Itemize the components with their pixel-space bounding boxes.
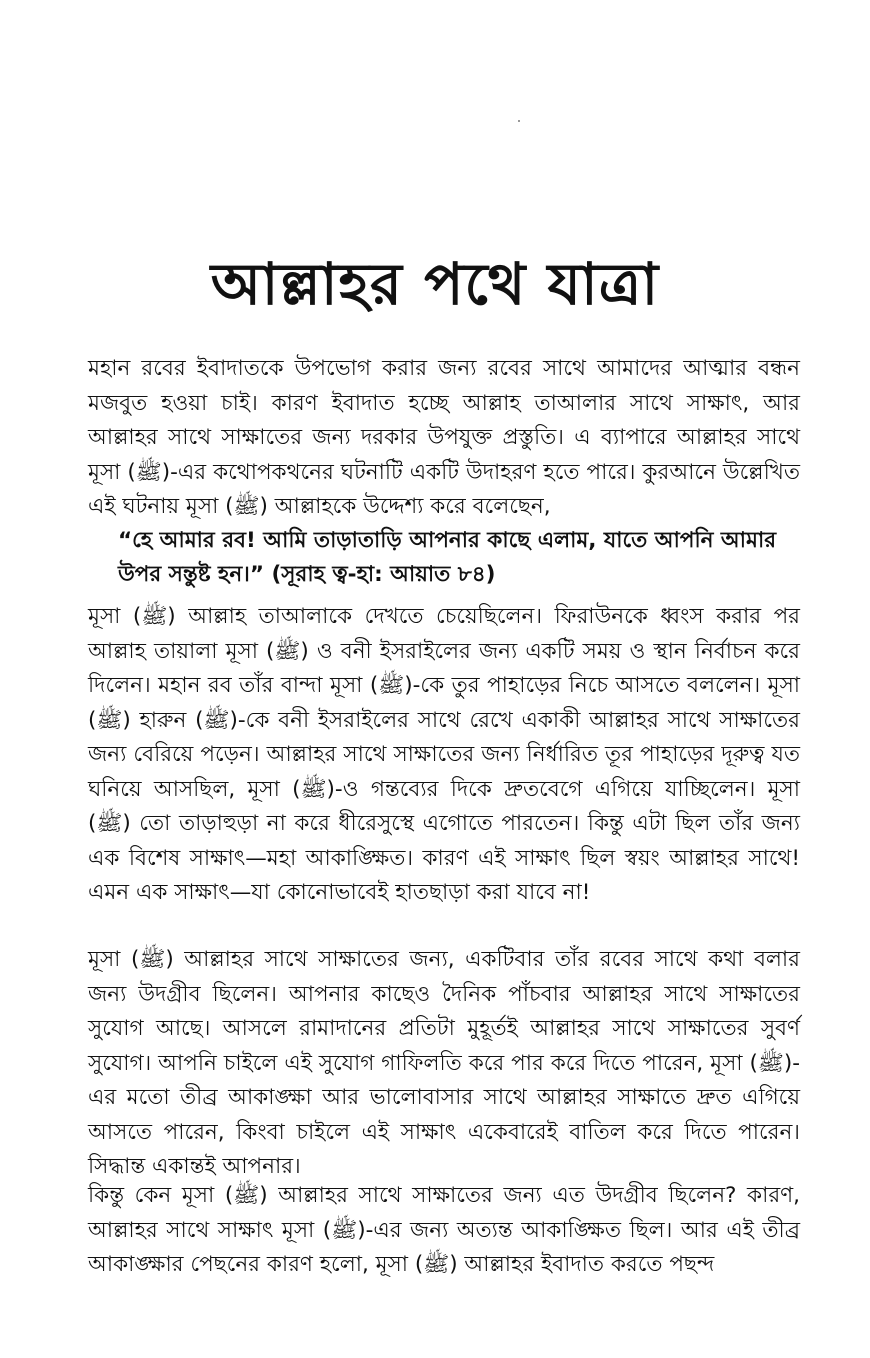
paragraph-opportunity: মূসা (ﷺ) আল্লাহর সাথে সাক্ষাতের জন্য, একটিবার তাঁর রবের সাথে কথা বলার জন্য উদগ্রীব ছিলেন। আপনার কাছেও দৈনিক পাঁচবার আল্লাহর সাথে সাক্ষাতের সুযোগ আছে। আসলে রামাদানের প্রতিটা মুহূর্তই আল্লাহর সাথে সাক্ষাতের সুবর্ণ সুযোগ। আপনি চাইলে এই সুযোগ গাফিলতি করে পার করে দিতে পারেন, মূসা (ﷺ)-এর মতো তীব্র আকাঙ্ক্ষা আর ভালোবাসার সাথে আল্লাহর সাক্ষাতে দ্রুত এগিয়ে আসতে পারেন, কিংবা চাইলে এই সাক্ষাৎ একেবারেই বাতিল করে দিতে পারেন। সিদ্ধান্ত একান্তই আপনার।: [88, 947, 800, 1179]
paragraph-reason: কিন্তু কেন মূসা (ﷺ) আল্লাহর সাথে সাক্ষাতের জন্য এত উদগ্রীব ছিলেন? কারণ, আল্লাহর সাথে সাক্ষাৎ মূসা (ﷺ)-এর জন্য অত্যন্ত আকাঙ্ক্ষিত ছিল। আর এই তীব্র আকাঙ্ক্ষার পেছনের কারণ হলো, মূসা (ﷺ) আল্লাহর ইবাদাত করতে পছন্দ: [88, 1183, 800, 1277]
chapter-title: আল্লাহর পথে যাত্রা: [210, 249, 660, 318]
quran-quote: “হে আমার রব! আমি তাড়াতাড়ি আপনার কাছে এলাম, যাতে আপনি আমার উপর সন্তুষ্ট হন।” (সূরাহ ত্ব-হা: আয়াত ৮৪): [118, 528, 777, 587]
paragraph-intro: মহান রবের ইবাদাতকে উপভোগ করার জন্য রবের সাথে আমাদের আত্মার বন্ধন মজবুত হওয়া চাই। কারণ ইবাদাত হচ্ছে আল্লাহ তাআলার সাথে সাক্ষাৎ, আর আল্লাহর সাথে সাক্ষাতের জন্য দরকার উপযুক্ত প্রস্তুতি। এ ব্যাপারে আল্লাহর সাথে মূসা (ﷺ)-এর কথোপকথনের ঘটনাটি একটি উদাহরণ হতে পারে। কুরআনে উল্লেখিত এই ঘটনায় মূসা (ﷺ) আল্লাহকে উদ্দেশ্য করে বলেছেন,: [88, 356, 800, 519]
paragraph-musa-journey: মূসা (ﷺ) আল্লাহ তাআলাকে দেখতে চেয়েছিলেন। ফিরাউনকে ধ্বংস করার পর আল্লাহ তায়ালা মূসা (ﷺ) ও বনী ইসরাইলের জন্য একটি সময় ও স্থান নির্বাচন করে দিলেন। মহান রব তাঁর বান্দা মূসা (ﷺ)-কে তুর পাহাড়ের নিচে আসতে বললেন। মূসা (ﷺ) হারুন (ﷺ)-কে বনী ইসরাইলের সাথে রেখে একাকী আল্লাহর সাথে সাক্ষাতের জন্য বেরিয়ে পড়েন। আল্লাহর সাথে সাক্ষাতের জন্য নির্ধারিত তূর পাহাড়ের দূরুত্ব যত ঘনিয়ে আসছিল, মূসা (ﷺ)-ও গন্তব্যের দিকে দ্রুতবেগে এগিয়ে যাচ্ছিলেন। মূসা (ﷺ) তো তাড়াহুড়া না করে ধীরেসুস্থে এগোতে পারতেন। কিন্তু এটা ছিল তাঁর জন্য এক বিশেষ সাক্ষাৎ—মহা আকাঙ্ক্ষিত। কারণ এই সাক্ষাৎ ছিল স্বয়ং আল্লাহর সাথে! এমন এক সাক্ষাৎ—যা কোনোভাবেই হাতছাড়া করা যাবে না!: [88, 604, 801, 905]
scan-speck: [518, 120, 520, 122]
